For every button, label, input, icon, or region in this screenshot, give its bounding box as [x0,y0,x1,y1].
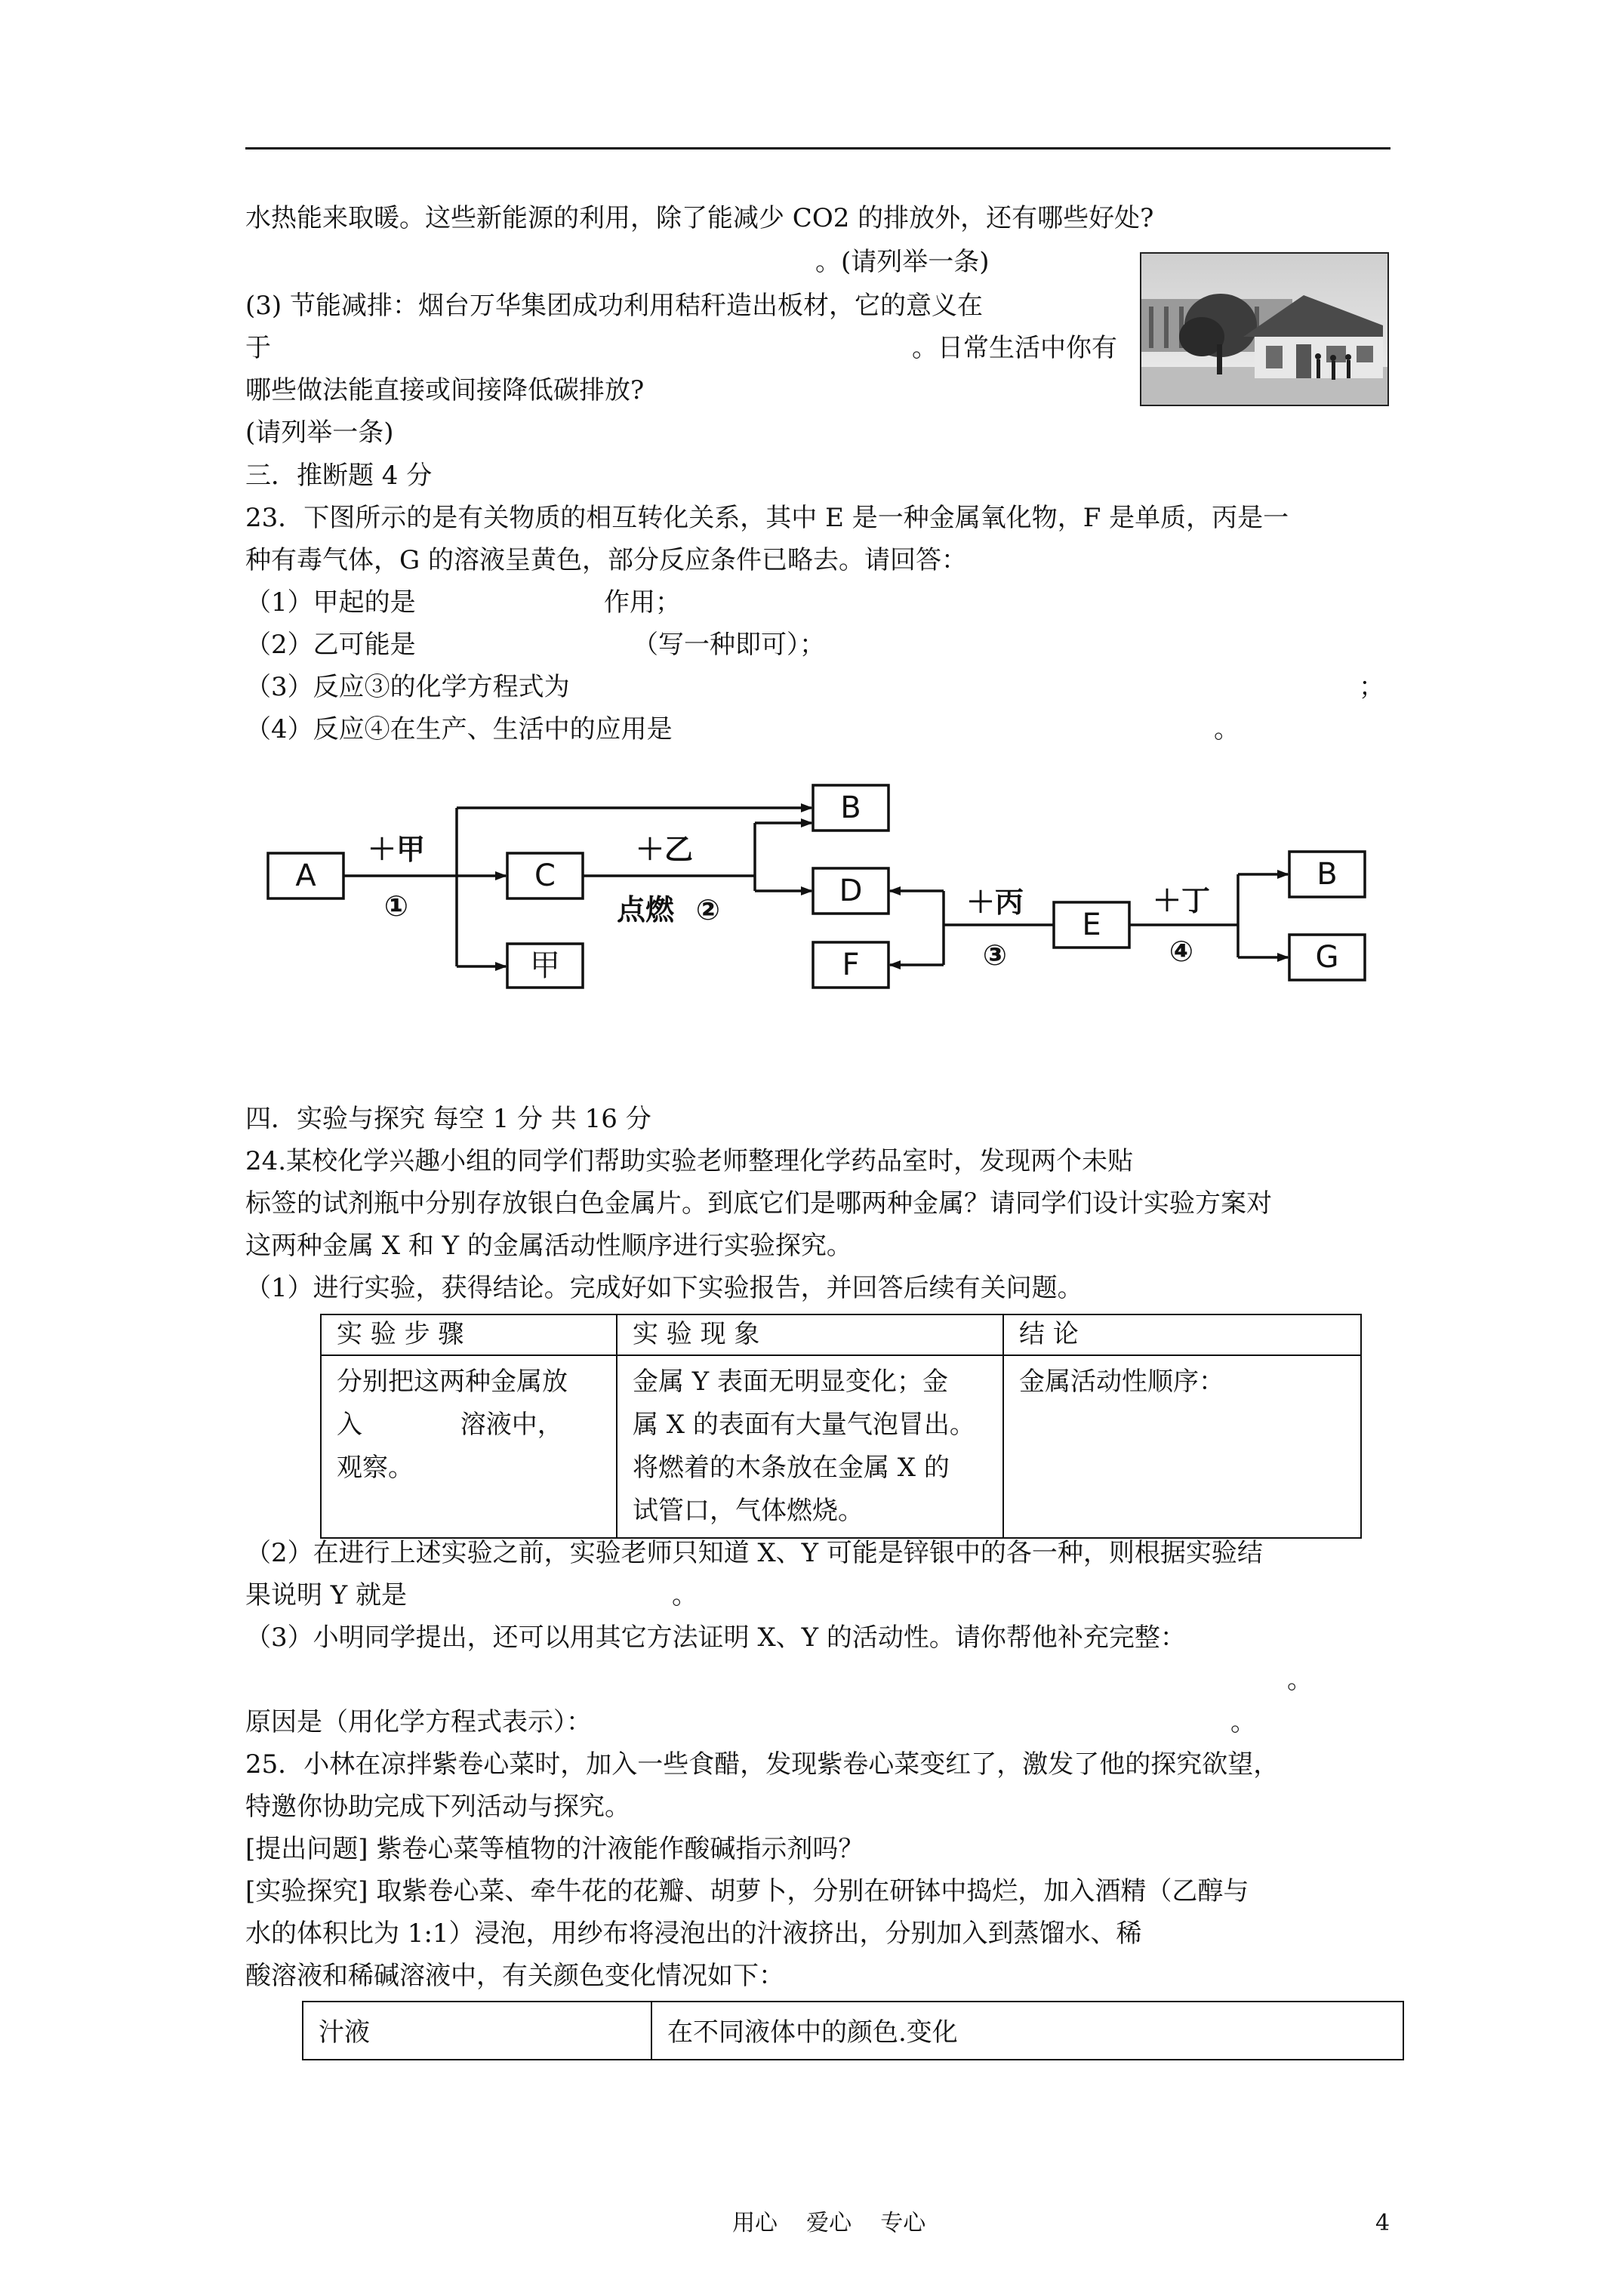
box-d-label: D [839,874,863,908]
cell-line: 试管口，气体燃烧。 [633,1496,864,1526]
q23-sub4-b: 。 [1214,714,1240,744]
box-jia-label: 甲 [530,948,560,983]
label-plus-jia: ＋甲 [367,833,426,866]
table-row [321,1355,1361,1538]
q23-sub4-a: （4）反应④在生产、生活中的应用是 [245,714,673,744]
q25-line-3: [提出问题] 紫卷心菜等植物的汁液能作酸碱指示剂吗？ [245,1834,864,1864]
q25-line-6: 酸溶液和稀碱溶液中，有关颜色变化情况如下： [245,1961,784,1991]
table-header-row [321,1314,1361,1355]
q25-line-1: 25．小林在凉拌紫卷心菜时，加入一些食醋，发现紫卷心菜变红了，激发了他的探究欲望， [245,1749,1280,1780]
text-line-1: 水热能来取暖。这些新能源的利用，除了能减少 CO2 的排放外，还有哪些好处? [245,203,1154,233]
table-cell-phenomena [617,1355,1003,1538]
q24-line-3: 这两种金属 X 和 Y 的金属活动性顺序进行实验探究。 [245,1231,852,1261]
section-3-heading: 三．推断题 4 分 [245,461,433,491]
label-plus-yi: ＋乙 [635,833,694,866]
reason-line-a: 原因是（用化学方程式表示）： [245,1707,592,1737]
label-circ-3: ③ [982,938,1008,972]
label-circ-4: ④ [1169,935,1194,968]
section-4-heading: 四．实验与探究 每空 1 分 共 16 分 [245,1104,651,1134]
box-b-right-label: B [1317,857,1338,892]
text-line-4a: 于 [245,333,271,363]
table-header: 结 论 [1003,1314,1361,1355]
table-cell-steps [321,1355,617,1538]
table-header: 汁液 [303,2002,651,2060]
q24-step-3-end: 。 [1287,1665,1313,1695]
table-header-row [303,2002,1403,2060]
text-line-6: (请列举一条) [245,418,394,448]
box-g-label: G [1315,940,1339,975]
q23-sub3-a: （3）反应③的化学方程式为 [245,672,570,702]
cell-line: 金属活动性顺序： [1019,1367,1224,1397]
label-circ-2: ② [695,893,721,926]
q24-line-1: 24.某校化学兴趣小组的同学们帮助实验老师整理化学药品室时，发现两个未贴 [245,1146,1134,1176]
text-line-3: (3) 节能减排：烟台万华集团成功利用秸秆造出板材，它的意义在 [245,291,983,321]
label-plus-bing: ＋丙 [965,886,1024,919]
cell-line: 观察。 [337,1453,414,1483]
cell-line: 分别把这两种金属放 [337,1367,568,1397]
label-circ-1: ① [383,889,409,923]
q23-sub3-b: ； [1359,672,1384,702]
cell-line: 属 X 的表面有大量气泡冒出。 [633,1410,975,1440]
box-e-label: E [1082,908,1101,942]
q24-line-2: 标签的试剂瓶中分别存放银白色金属片。到底它们是哪两种金属？请同学们设计实验方案对 [245,1188,1272,1219]
q23-sub2-a: （2）乙可能是 [245,630,416,660]
box-c-label: C [534,858,556,893]
box-f-label: F [842,948,860,982]
text-line-5: 哪些做法能直接或间接降低碳排放? [245,375,645,405]
building-photo [1140,252,1389,406]
q23-line-2: 种有毒气体，G 的溶液呈黄色，部分反应条件已略去。请回答： [245,545,967,575]
q25-line-5: 水的体积比为 1:1）浸泡，用纱布将浸泡出的汁液挤出，分别加入到蒸馏水、稀 [245,1918,1142,1949]
label-plus-ding: ＋丁 [1152,884,1211,917]
q25-line-2: 特邀你协助完成下列活动与探究。 [245,1792,630,1822]
page-number: 4 [1375,2210,1390,2236]
cell-line: 将燃着的木条放在金属 X 的 [633,1453,950,1483]
experiment-report-table [320,1314,1362,1539]
footer-motto: 用心 爱心 专心 [732,2210,926,2236]
q24-step-1: （1）进行实验，获得结论。完成好如下实验报告，并回答后续有关问题。 [245,1273,1083,1303]
box-a-label: A [295,858,316,893]
q24-step-2-line-1: （2）在进行上述实验之前，实验老师只知道 X、Y 可能是锌银中的各一种，则根据实验结 [245,1538,1263,1568]
cell-line: 金属 Y 表面无明显变化；金 [633,1367,949,1397]
box-b-top-label: B [840,791,861,825]
q23-sub2-b: （写一种即可）； [633,630,825,660]
q24-step-2-line-2b: 。 [672,1580,698,1610]
text-line-4b: 。日常生活中你有 [912,333,1117,363]
header-rule [245,147,1390,149]
q25-line-4: [实验探究] 取紫卷心菜、牵牛花的花瓣、胡萝卜，分别在研钵中捣烂，加入酒精（乙醇与 [245,1876,1249,1906]
q24-step-2-line-2a: 果说明 Y 就是 [245,1580,408,1610]
q23-sub1-a: （1）甲起的是 [245,587,416,618]
reaction-flow-diagram [264,778,1366,1004]
q23-sub1-b: 作用； [604,587,681,618]
table-header: 实 验 步 骤 [321,1314,617,1355]
cell-line: 入 溶液中， [337,1410,563,1440]
table-header: 实 验 现 象 [617,1314,1003,1355]
table-header: 在不同液体中的颜色.变化 [651,2002,1403,2060]
q23-line-1: 23．下图所示的是有关物质的相互转化关系，其中 E 是一种金属氧化物，F 是单质，丙是一 [245,503,1289,533]
q24-step-3: （3）小明同学提出，还可以用其它方法证明 X、Y 的活动性。请你帮他补充完整： [245,1623,1186,1653]
label-dianran: 点燃 [616,893,675,926]
reason-line-b: 。 [1230,1707,1256,1737]
text-line-2: 。(请列举一条) [815,247,990,277]
table-cell-conclusion [1003,1355,1361,1538]
juice-color-table [302,2001,1404,2060]
